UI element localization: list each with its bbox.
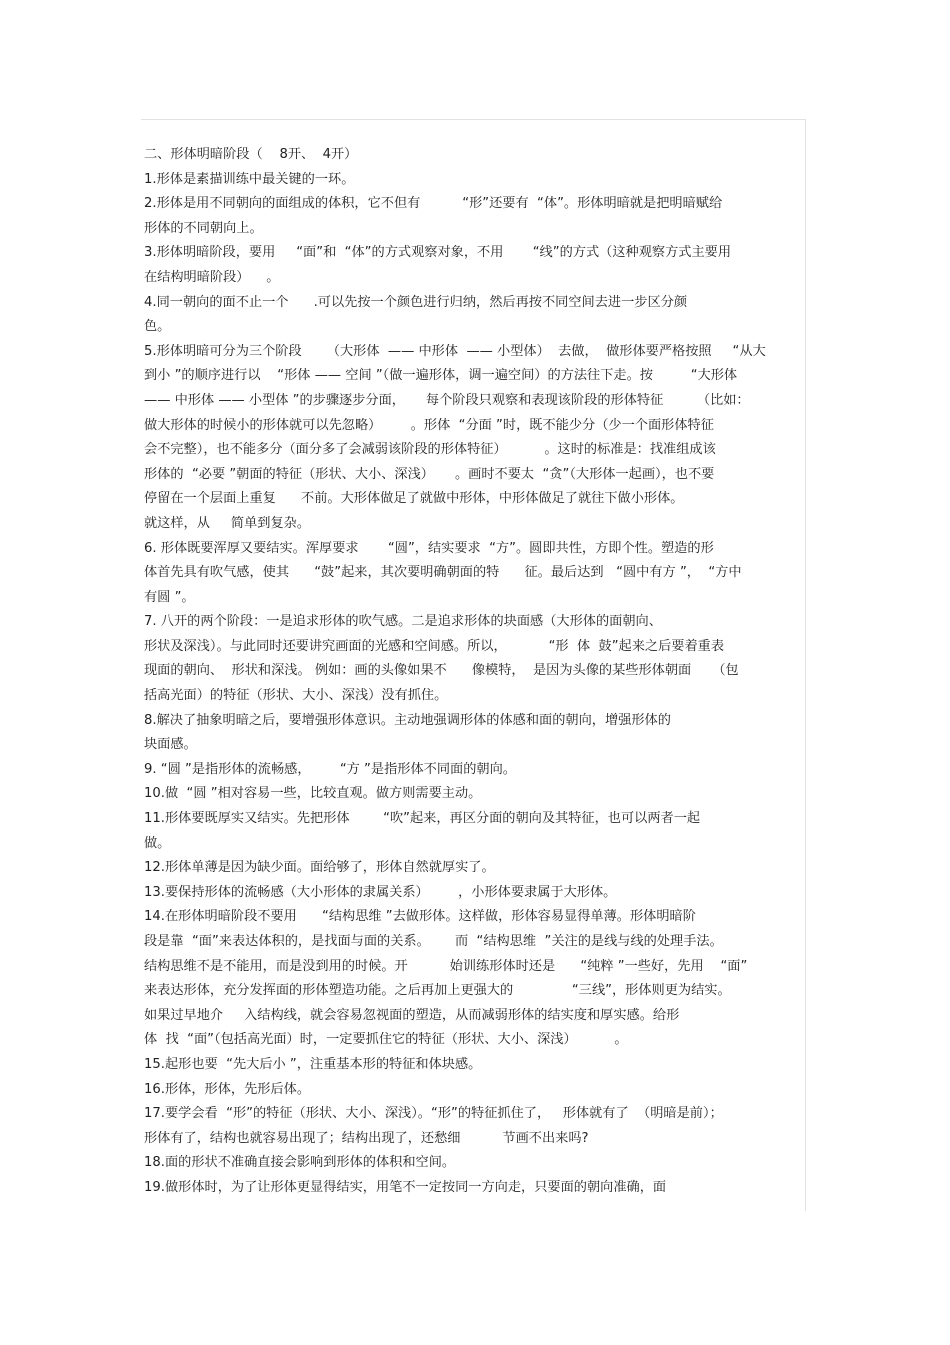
- section-heading: 二、形体明暗阶段（ 8开、 4开）: [144, 147, 358, 162]
- text-line: 11.形体要既厚实又结实。先把形体 “吹”起来，再区分面的朝向及其特征，也可以两者一起: [144, 811, 701, 827]
- text-line: 17.要学会看 “形”的特征（形状、大小、深浅）。“形”的特征抓住了， 形体就有了 （明暗是前）；: [144, 1106, 723, 1122]
- text-line: 1.形体是素描训练中最关键的一环。: [144, 171, 355, 187]
- text-line: 块面感。: [144, 737, 197, 753]
- text-line: 做。: [144, 835, 171, 851]
- text-line: 3.形体明暗阶段，要用 “面”和 “体”的方式观察对象，不用 “线”的方式（这种观察方式主要用: [144, 245, 732, 261]
- text-line: 5.形体明暗可分为三个阶段 （大形体 —— 中形体 —— 小型体） 去做， 做形体要严格按照 “从大: [144, 343, 766, 359]
- text-line: 括高光面）的特征（形状、大小、深浅）没有抓住。: [144, 688, 448, 704]
- document-body: [144, 143, 806, 1201]
- text-line: 就这样，从 简单到复杂。: [144, 515, 311, 531]
- text-line: 10.做 “圆 ”相对容易一些，比较直观。做方则需要主动。: [144, 786, 482, 802]
- text-line: 18.面的形状不准确直接会影响到形体的体积和空间。: [144, 1155, 456, 1171]
- text-line: 形状及深浅）。与此同时还要讲究画面的光感和空间感。所以， “形 体 鼓”起来之后要着重表: [144, 638, 725, 654]
- text-line: 8.解决了抽象明暗之后，要增强形体意识。主动地强调形体的体感和面的朝向，增强形体的: [144, 712, 671, 728]
- text-line: 16.形体，形体，先形后体。: [144, 1081, 311, 1097]
- text-line: 在结构明暗阶段） 。: [144, 269, 280, 285]
- text-line: 现面的朝向、 形状和深浅。 例如：画的头像如果不 像模特， 是因为头像的某些形体朝面 （包: [144, 663, 739, 679]
- text-line: 到小 ”的顺序进行以 “形体 —— 空间 ”（做一遍形体，调一遍空间）的方法往下走。按 “大形体: [144, 368, 738, 384]
- text-line: 体首先具有吹气感，使其 “鼓”起来，其次要明确朝面的特 征。最后达到 “圆中有方 ”， “方中: [144, 565, 742, 581]
- text-line: 13.要保持形体的流畅感（大小形体的隶属关系） ，小形体要隶属于大形体。: [144, 884, 617, 900]
- text-line: 结构思维不是不能用，而是没到用的时候。开 始训练形体时还是 “纯粹 ”一些好，先用 “面”: [144, 958, 748, 974]
- text-line: 9. “圆 ”是指形体的流畅感， “方 ”是指形体不同面的朝向。: [144, 761, 516, 777]
- text-line: 来表达形体，充分发挥面的形体塑造功能。之后再加上更强大的 “三线”，形体则更为结实。: [144, 983, 731, 999]
- text-line: 体 找 “面”（包括高光面）时，一定要抓住它的特征（形状、大小、深浅） 。: [144, 1032, 628, 1048]
- text-line: 有圆 ”。: [144, 589, 195, 605]
- text-line: 形体有了，结构也就容易出现了；结构出现了，还愁细 节画不出来吗?: [144, 1130, 589, 1146]
- text-line: 12.形体单薄是因为缺少面。面给够了，形体自然就厚实了。: [144, 860, 495, 876]
- text-line: 色。: [144, 319, 171, 335]
- text-line: 如果过早地介 入结构线，就会容易忽视面的塑造，从而减弱形体的结实度和厚实感。给形: [144, 1007, 680, 1023]
- text-line: 4.同一朝向的面不止一个 .可以先按一个颜色进行归纳，然后再按不同空间去进一步区分颜: [144, 294, 688, 310]
- text-line: 6. 形体既要浑厚又要结实。浑厚要求 “圆”，结实要求 “方”。圆即共性，方即个性。塑造的形: [144, 540, 714, 556]
- text-line: 做大形体的时候小的形体就可以先忽略） 。形体 “分面 ”时，既不能少分（少一个面形体特征: [144, 417, 714, 433]
- text-line: 形体的 “必要 ”朝面的特征（形状、大小、深浅） 。画时不要太 “贪”（大形体一起画），也不要: [144, 466, 715, 482]
- text-line: 形体的不同朝向上。: [144, 220, 263, 236]
- text-line: 14.在形体明暗阶段不要用 “结构思维 ”去做形体。这样做，形体容易显得单薄。形体明暗阶: [144, 909, 696, 925]
- text-line: 段是靠 “面”来表达体积的，是找面与面的关系。 而 “结构思维 ”关注的是线与线的处理手法。: [144, 934, 723, 949]
- text-line: 7. 八开的两个阶段：一是追求形体的吹气感。二是追求形体的块面感（大形体的面朝向、: [144, 614, 662, 630]
- text-line: 2.形体是用不同朝向的面组成的体积，它不但有 “形”还要有 “体”。形体明暗就是把明暗赋给: [144, 196, 723, 212]
- text-line: 19.做形体时，为了让形体更显得结实，用笔不一定按同一方向走，只要面的朝向准确，面: [144, 1179, 667, 1195]
- text-line: —— 中形体 —— 小型体 ”的步骤逐步分面， 每个阶段只观察和表现该阶段的形体特征 （比如：: [144, 392, 750, 408]
- text-line: 会不完整），也不能多分（面分多了会减弱该阶段的形体特征） 。这时的标准是：找准组成该: [144, 442, 716, 458]
- text-line: 停留在一个层面上重复 不前。大形体做足了就做中形体，中形体做足了就往下做小形体。: [144, 491, 684, 507]
- text-line: 15.起形也要 “先大后小 ”，注重基本形的特征和体块感。: [144, 1056, 482, 1072]
